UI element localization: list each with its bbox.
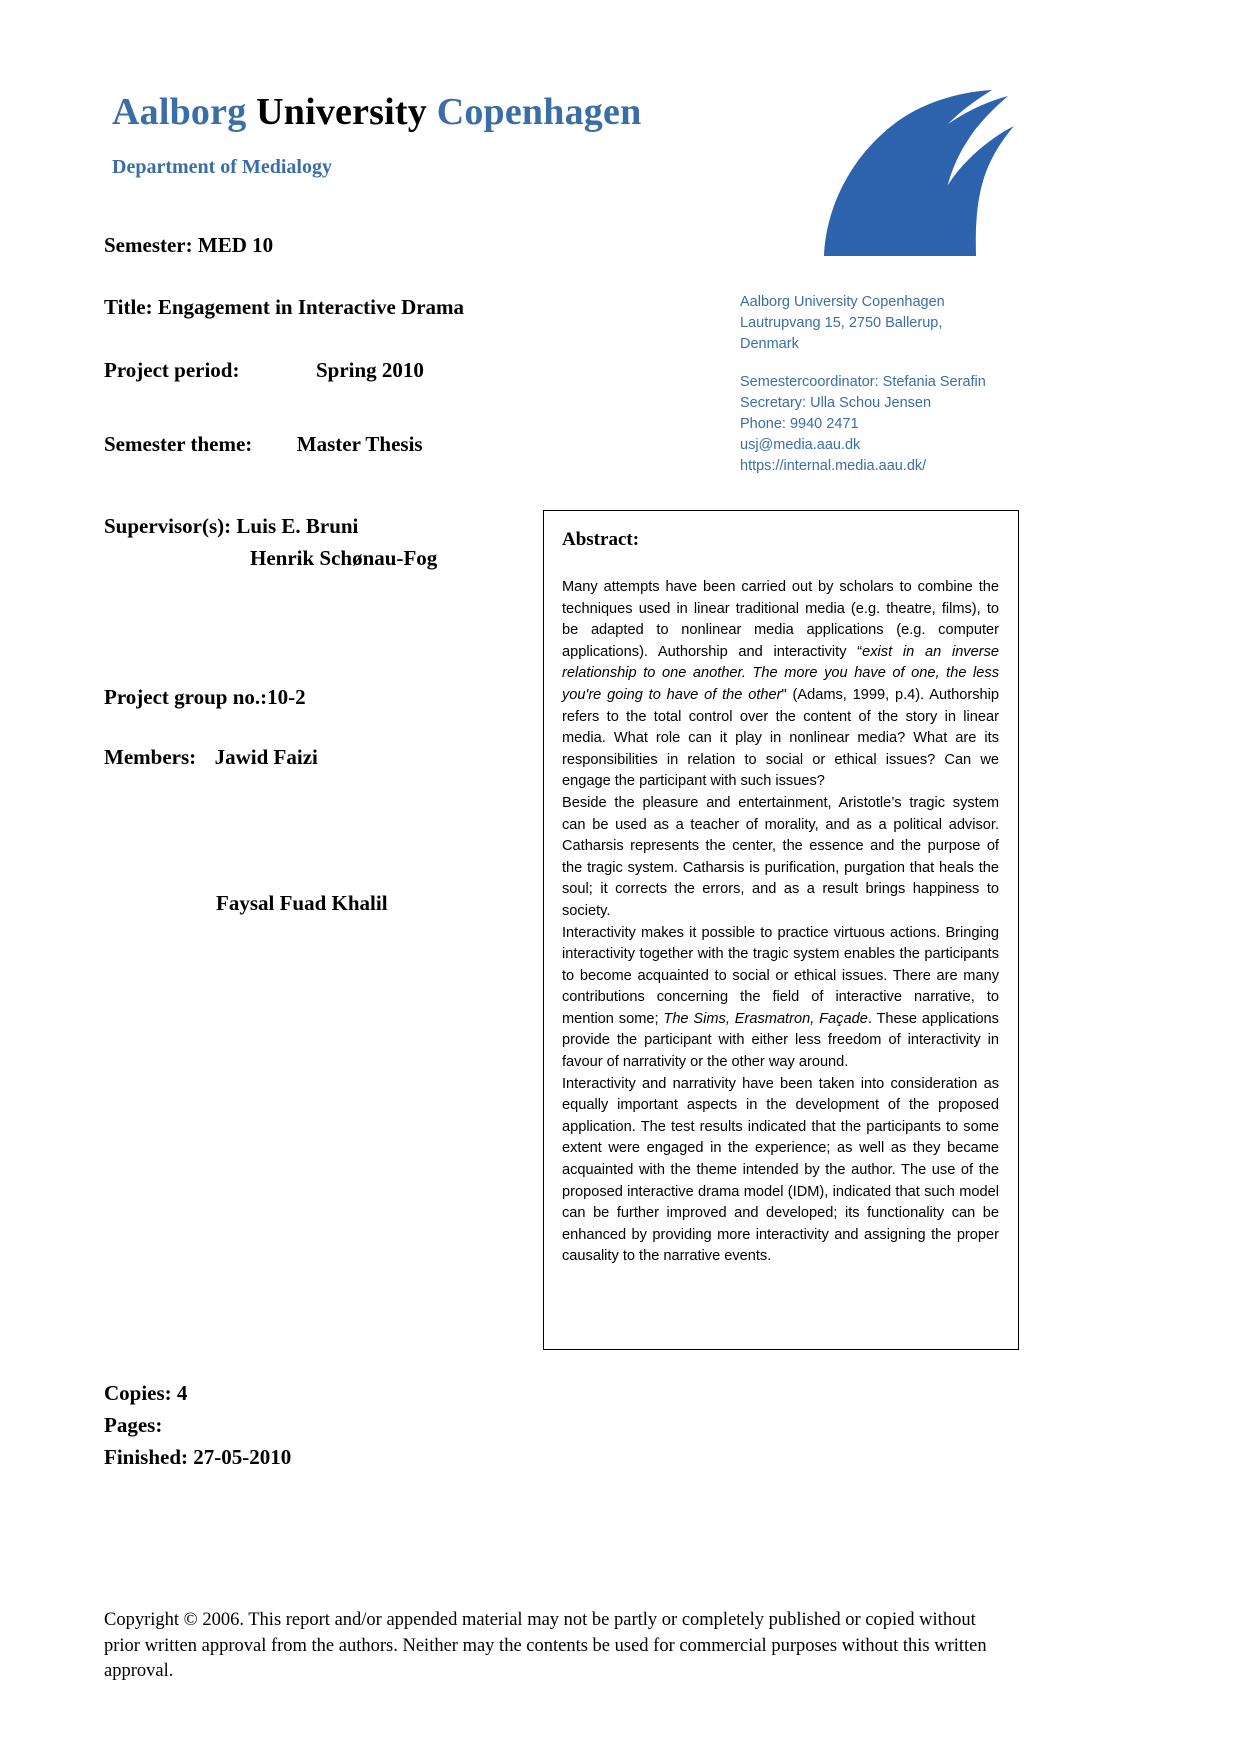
- contact-info-block: [740, 292, 1030, 477]
- supervisor-label: Supervisor(s):: [104, 514, 232, 538]
- supervisor-name-1: Luis E. Bruni: [236, 514, 359, 538]
- abstract-body: [562, 577, 999, 1268]
- contact-website-link[interactable]: https://internal.media.aau.dk/: [740, 458, 927, 475]
- abstract-p3-part-b: . These applications provide the participant with either less freedom of interactivity in favour of narrativity or the other way around.: [562, 1010, 999, 1071]
- project-metadata: [104, 232, 534, 916]
- title-value: Engagement in Interactive Drama: [157, 295, 465, 320]
- semester-theme-value: Master Thesis: [296, 431, 423, 456]
- abstract-paragraph-3: [562, 923, 999, 1074]
- university-title-word-university: University: [256, 91, 427, 133]
- finished-line: Finished: 27-05-2010: [104, 1444, 292, 1469]
- project-group-label: Project group no.:: [104, 684, 268, 709]
- supervisor-block: [104, 513, 534, 572]
- contact-email-link[interactable]: usj@media.aau.dk: [740, 437, 861, 454]
- title-row: [104, 294, 534, 320]
- title-label: Title:: [104, 295, 153, 320]
- abstract-paragraph-2: Beside the pleasure and entertainment, Aristotle’s tragic system can be used as a teacher of morality, and as a political advisor. Catharsis represents the center, the essence and the purpose of the tragic system. Catharsis is purification, purgation that heals the soul; it corrects the errors, and as a result brings happiness to society.: [562, 794, 999, 919]
- contact-address-group: [740, 292, 1030, 355]
- copyright-notice: Copyright © 2006. This report and/or appended material may not be partly or completely published or copied without prior written approval from the authors. Neither may the contents be used for commercial purposes without this written approval.: [104, 1610, 987, 1682]
- masthead: [112, 92, 812, 179]
- contact-secretary: Secretary: Ulla Schou Jensen: [740, 395, 932, 412]
- project-group-row: [104, 684, 534, 710]
- member-name-2: Faysal Fuad Khalil: [216, 891, 388, 915]
- members-row: [104, 744, 534, 770]
- contact-semestercoordinator: Semestercoordinator: Stefania Serafin: [740, 374, 986, 391]
- department-subtitle: Department of Medialogy: [112, 155, 332, 178]
- abstract-p3-work-titles: The Sims, Erasmatron, Façade: [663, 1010, 868, 1027]
- contact-address-line-3: Denmark: [740, 336, 799, 353]
- project-group-value: 10-2: [267, 684, 306, 709]
- abstract-heading: Abstract:: [562, 529, 640, 550]
- semester-label: Semester:: [104, 233, 193, 257]
- abstract-paragraph-4: Interactivity and narrativity have been taken into consideration as equally important aspects in the development of the proposed application. The test results indicated that the participants to some extent were engaged in the experience; as well as they became acquainted with the theme intended by the author. The use of the proposed interactive drama model (IDM), indicated that such model can be further improved and developed; its functionality can be enhanced by providing more interactivity and assigning the proper causality to the narrative events.: [562, 1075, 999, 1265]
- project-period-label: Project period:: [104, 357, 240, 382]
- semester-row: [104, 232, 534, 258]
- print-info-block: [104, 1378, 291, 1474]
- project-period-value: Spring 2010: [315, 357, 424, 382]
- member-name-1: Jawid Faizi: [214, 744, 318, 769]
- members-label: Members:: [104, 744, 197, 769]
- supervisor-name-2: Henrik Schønau-Fog: [250, 546, 438, 571]
- university-title: [112, 92, 812, 134]
- pages-line: Pages:: [104, 1412, 163, 1437]
- contact-people-group: [740, 372, 1030, 477]
- contact-address-line-2: Lautrupvang 15, 2750 Ballerup,: [740, 315, 943, 332]
- university-title-word-aalborg: Aalborg: [112, 91, 247, 133]
- contact-phone: Phone: 9940 2471: [740, 416, 859, 433]
- supervisor-row-1: [104, 513, 534, 539]
- abstract-p1-part-b: " (Adams, 1999, p.4). Authorship refers to the total control over the content of the story in linear media. What role can it play in nonlinear media? What are its responsibilities in relation to social or ethical issues? Can we engage the participant with such issues?: [562, 686, 1000, 790]
- semester-value: MED 10: [197, 233, 274, 257]
- university-title-word-copenhagen: Copenhagen: [436, 91, 642, 133]
- aalborg-university-wave-logo: [816, 88, 1016, 268]
- project-period-row: [104, 357, 534, 383]
- copies-line: Copies: 4: [104, 1381, 188, 1405]
- abstract-p3-part-a: Interactivity makes it possible to practice virtuous actions. Bringing interactivity together with the tragic system enables the participants to become acquainted to social or ethical issues. There are many contributions concerning the field of interactive narrative, to mention some;: [562, 924, 999, 1027]
- contact-address-line-1: Aalborg University Copenhagen: [740, 294, 945, 310]
- abstract-p1-quote: exist in an inverse relationship to one another. The more you have of one, the less you're going to have of the other: [562, 643, 999, 703]
- semester-theme-row: [104, 431, 534, 457]
- abstract-box: [543, 510, 1019, 1350]
- abstract-paragraph-1: [562, 577, 999, 793]
- semester-theme-label: Semester theme:: [104, 431, 253, 456]
- abstract-p1-part-a: Many attempts have been carried out by scholars to combine the techniques used in linear traditional media (e.g. theatre, films), to be adapted to nonlinear media applications (e.g. computer applications). Authorship and interactivity “: [562, 579, 999, 660]
